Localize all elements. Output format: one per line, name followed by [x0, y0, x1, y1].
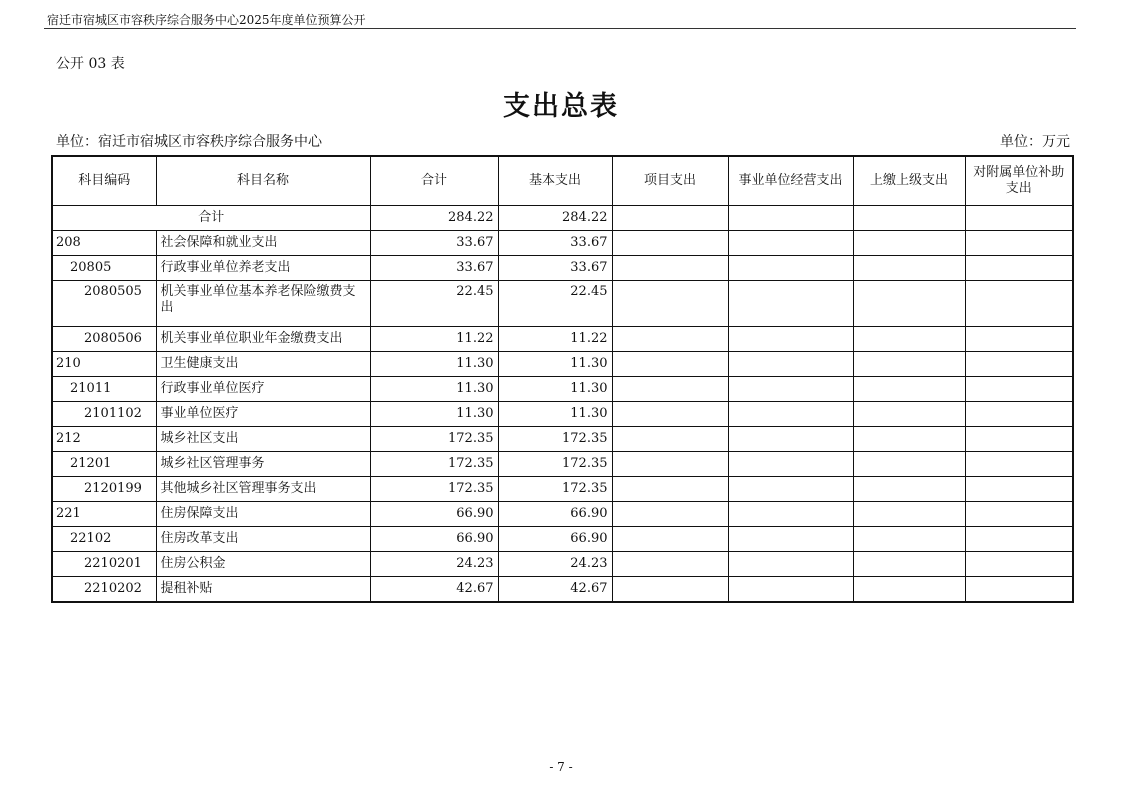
row-total: 22.45	[370, 281, 498, 327]
empty-cell	[612, 402, 728, 427]
row-code: 2210201	[52, 552, 156, 577]
row-code: 221	[52, 502, 156, 527]
row-total: 172.35	[370, 477, 498, 502]
row-code: 22102	[52, 527, 156, 552]
table-row	[52, 452, 1073, 477]
empty-cell	[965, 527, 1073, 552]
empty-cell	[612, 281, 728, 327]
column-header-name: 科目名称	[156, 156, 370, 206]
empty-cell	[965, 502, 1073, 527]
empty-cell	[728, 327, 853, 352]
empty-cell	[853, 477, 965, 502]
running-header: 宿迁市宿城区市容秩序综合服务中心2025年度单位预算公开	[47, 13, 366, 27]
empty-cell	[853, 427, 965, 452]
empty-cell	[728, 231, 853, 256]
row-basic: 11.30	[498, 377, 612, 402]
empty-cell	[728, 577, 853, 603]
row-code: 2080505	[52, 281, 156, 327]
empty-cell	[612, 527, 728, 552]
table-row	[52, 427, 1073, 452]
row-basic: 172.35	[498, 452, 612, 477]
empty-cell	[853, 452, 965, 477]
empty-cell	[853, 527, 965, 552]
row-basic: 11.30	[498, 402, 612, 427]
empty-cell	[853, 352, 965, 377]
row-total: 11.30	[370, 402, 498, 427]
header-rule	[44, 28, 1076, 29]
row-name: 事业单位医疗	[156, 402, 370, 427]
empty-cell	[612, 377, 728, 402]
table-row	[52, 527, 1073, 552]
row-name: 住房公积金	[156, 552, 370, 577]
row-name: 提租补贴	[156, 577, 370, 603]
empty-cell	[728, 281, 853, 327]
row-basic: 33.67	[498, 231, 612, 256]
column-header-code: 科目编码	[52, 156, 156, 206]
row-basic: 66.90	[498, 502, 612, 527]
empty-cell	[728, 256, 853, 281]
row-name: 机关事业单位基本养老保险缴费支出	[156, 281, 370, 327]
empty-cell	[965, 452, 1073, 477]
row-name: 城乡社区管理事务	[156, 452, 370, 477]
empty-cell	[612, 452, 728, 477]
page-number: - 7 -	[549, 760, 573, 774]
row-code: 20805	[52, 256, 156, 281]
empty-cell	[612, 231, 728, 256]
row-total: 42.67	[370, 577, 498, 603]
row-basic: 172.35	[498, 477, 612, 502]
empty-cell	[728, 352, 853, 377]
empty-cell	[965, 577, 1073, 603]
column-header-remit-superior: 上缴上级支出	[853, 156, 965, 206]
row-code: 210	[52, 352, 156, 377]
table-row	[52, 256, 1073, 281]
expenditure-summary-table	[51, 155, 1074, 603]
empty-cell	[728, 527, 853, 552]
table-row	[52, 377, 1073, 402]
row-basic: 11.30	[498, 352, 612, 377]
row-total: 172.35	[370, 452, 498, 477]
row-total: 66.90	[370, 502, 498, 527]
empty-cell	[965, 477, 1073, 502]
row-name: 卫生健康支出	[156, 352, 370, 377]
empty-cell	[728, 427, 853, 452]
empty-cell	[965, 256, 1073, 281]
table-row	[52, 477, 1073, 502]
row-code: 21201	[52, 452, 156, 477]
empty-cell	[853, 502, 965, 527]
empty-cell	[728, 477, 853, 502]
unit-organization: 单位：宿迁市宿城区市容秩序综合服务中心	[56, 134, 322, 150]
row-code: 208	[52, 231, 156, 256]
row-name: 住房保障支出	[156, 502, 370, 527]
column-header-total: 合计	[370, 156, 498, 206]
empty-cell	[612, 502, 728, 527]
row-name: 行政事业单位养老支出	[156, 256, 370, 281]
empty-cell	[728, 502, 853, 527]
row-name: 住房改革支出	[156, 527, 370, 552]
row-total: 24.23	[370, 552, 498, 577]
row-basic: 33.67	[498, 256, 612, 281]
empty-cell	[965, 427, 1073, 452]
empty-cell	[965, 352, 1073, 377]
total-label: 合计	[52, 206, 370, 231]
row-total: 172.35	[370, 427, 498, 452]
column-header-business: 事业单位经营支出	[728, 156, 853, 206]
empty-cell	[853, 231, 965, 256]
empty-cell	[853, 256, 965, 281]
row-total: 11.22	[370, 327, 498, 352]
row-code: 212	[52, 427, 156, 452]
empty-cell	[612, 327, 728, 352]
empty-cell	[965, 552, 1073, 577]
row-name: 城乡社区支出	[156, 427, 370, 452]
row-basic: 22.45	[498, 281, 612, 327]
table-row	[52, 231, 1073, 256]
row-code: 2080506	[52, 327, 156, 352]
row-name: 机关事业单位职业年金缴费支出	[156, 327, 370, 352]
empty-cell	[965, 281, 1073, 327]
empty-cell	[612, 206, 728, 231]
row-basic: 11.22	[498, 327, 612, 352]
empty-cell	[612, 552, 728, 577]
row-code: 2101102	[52, 402, 156, 427]
table-row	[52, 281, 1073, 327]
row-name: 行政事业单位医疗	[156, 377, 370, 402]
empty-cell	[728, 402, 853, 427]
row-name: 社会保障和就业支出	[156, 231, 370, 256]
empty-cell	[853, 327, 965, 352]
row-code: 2210202	[52, 577, 156, 603]
column-header-subsidy-affiliates: 对附属单位补助支出	[965, 156, 1073, 206]
empty-cell	[965, 402, 1073, 427]
empty-cell	[612, 427, 728, 452]
row-name: 其他城乡社区管理事务支出	[156, 477, 370, 502]
column-header-basic: 基本支出	[498, 156, 612, 206]
empty-cell	[728, 452, 853, 477]
row-total: 11.30	[370, 377, 498, 402]
row-total: 66.90	[370, 527, 498, 552]
empty-cell	[853, 281, 965, 327]
unit-currency: 单位：万元	[1000, 134, 1070, 150]
table-row	[52, 352, 1073, 377]
table-row	[52, 327, 1073, 352]
row-total: 11.30	[370, 352, 498, 377]
row-basic: 172.35	[498, 427, 612, 452]
row-total: 33.67	[370, 256, 498, 281]
empty-cell	[728, 377, 853, 402]
table-number: 公开 03 表	[56, 56, 125, 72]
table-row	[52, 552, 1073, 577]
column-header-project: 项目支出	[612, 156, 728, 206]
row-code: 21011	[52, 377, 156, 402]
empty-cell	[853, 206, 965, 231]
empty-cell	[612, 352, 728, 377]
table-row	[52, 402, 1073, 427]
empty-cell	[612, 477, 728, 502]
empty-cell	[965, 231, 1073, 256]
empty-cell	[853, 577, 965, 603]
empty-cell	[965, 206, 1073, 231]
page-title: 支出总表	[503, 91, 619, 122]
empty-cell	[612, 577, 728, 603]
table-total-row	[52, 206, 1073, 231]
empty-cell	[853, 402, 965, 427]
row-basic: 66.90	[498, 527, 612, 552]
total-basic-amount: 284.22	[498, 206, 612, 231]
row-basic: 24.23	[498, 552, 612, 577]
empty-cell	[728, 206, 853, 231]
empty-cell	[612, 256, 728, 281]
row-total: 33.67	[370, 231, 498, 256]
table-row	[52, 577, 1073, 603]
empty-cell	[728, 552, 853, 577]
total-amount: 284.22	[370, 206, 498, 231]
table-row	[52, 502, 1073, 527]
empty-cell	[853, 552, 965, 577]
row-basic: 42.67	[498, 577, 612, 603]
row-code: 2120199	[52, 477, 156, 502]
empty-cell	[965, 377, 1073, 402]
table-header-row	[52, 156, 1073, 206]
empty-cell	[853, 377, 965, 402]
empty-cell	[965, 327, 1073, 352]
